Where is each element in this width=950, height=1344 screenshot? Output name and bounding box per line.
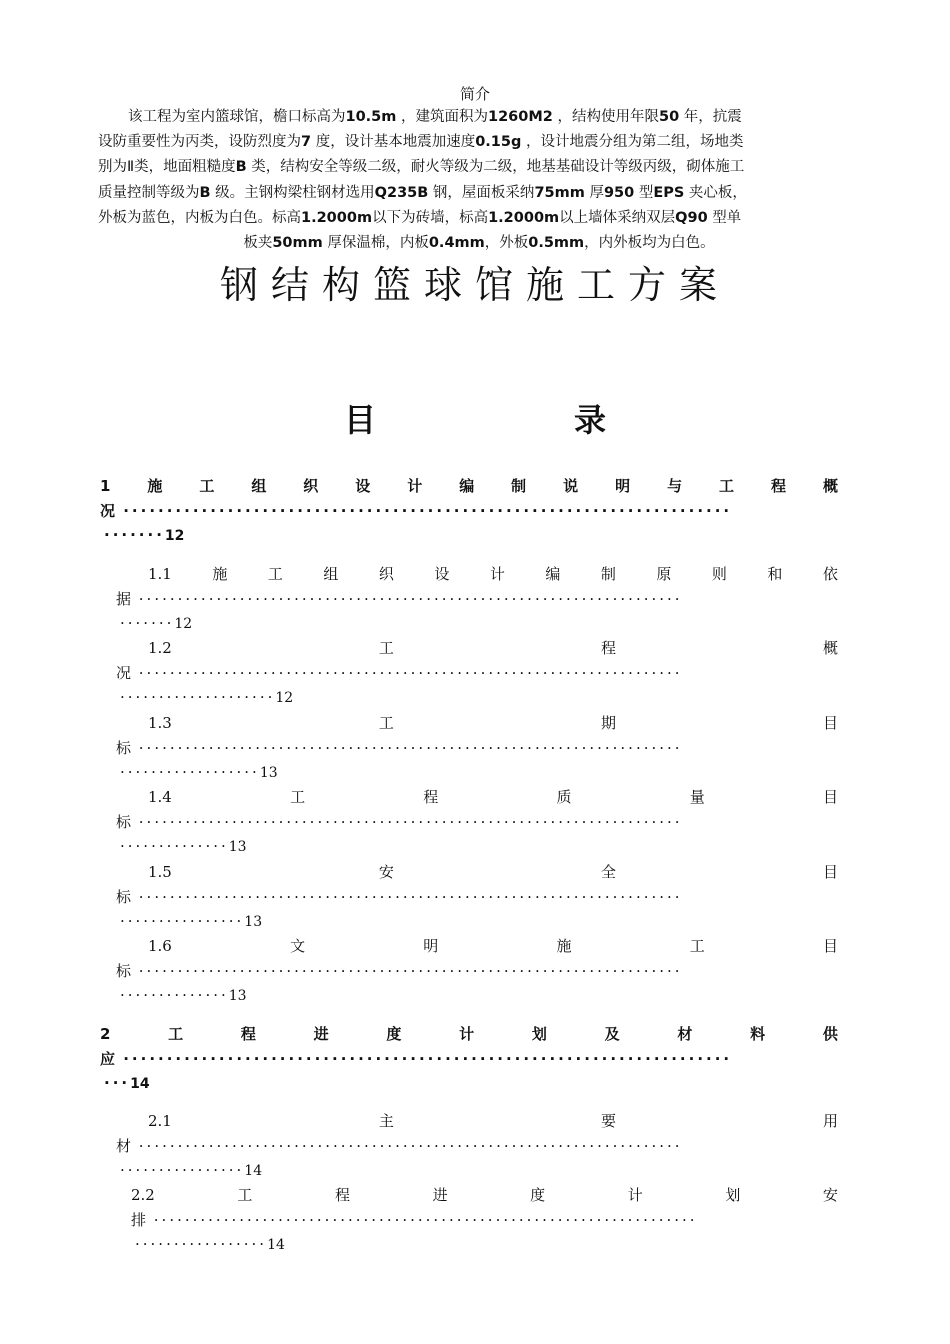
toc-entry[interactable] xyxy=(100,1022,838,1097)
toc-title-char: 则 xyxy=(711,565,727,583)
toc-number: 1.6 xyxy=(148,937,172,955)
toc-title-char: 标 xyxy=(116,812,132,831)
toc-leader-dots: ··· xyxy=(104,1074,131,1092)
toc-entry[interactable] xyxy=(100,860,838,935)
toc-entry[interactable] xyxy=(100,1183,838,1258)
toc-title-char: 明 xyxy=(615,477,631,495)
toc-heading xyxy=(344,395,606,441)
toc-number: 1.5 xyxy=(148,863,172,881)
toc-title-char: 用 xyxy=(822,1112,838,1130)
toc-title-char: 工 xyxy=(267,565,283,583)
intro-title: 简介 xyxy=(459,85,490,103)
toc-leader-dots: ·············· xyxy=(120,837,229,855)
toc-leader-dots: ······································································ xyxy=(146,1210,698,1229)
toc-leader-dots: ······································································ xyxy=(131,887,683,906)
toc-page-number: 12 xyxy=(164,528,185,544)
toc-title-char: 工 xyxy=(378,714,394,732)
toc-leader-dots: ················ xyxy=(120,1161,245,1179)
toc-title-char: 与 xyxy=(667,477,683,495)
toc-title-char: 施 xyxy=(212,565,228,583)
toc-page-number: 13 xyxy=(228,839,247,855)
toc-entry[interactable] xyxy=(100,934,838,1009)
toc-title-char: 料 xyxy=(750,1025,766,1043)
toc-title-char: 应 xyxy=(100,1049,116,1068)
toc-leader-dots: ······································································ xyxy=(131,812,683,831)
toc-leader-dots: ······· xyxy=(120,614,175,632)
toc-title-char: 施 xyxy=(556,937,572,955)
toc-number: 2 xyxy=(100,1025,111,1043)
toc-entry[interactable] xyxy=(100,562,838,637)
toc-number: 1.1 xyxy=(148,565,172,583)
toc-title-char: 进 xyxy=(313,1025,329,1043)
toc-title-char: 制 xyxy=(600,565,616,583)
toc-title-char: 原 xyxy=(656,565,672,583)
toc-heading-char: 录 xyxy=(573,401,606,439)
toc-title-char: 编 xyxy=(545,565,561,583)
toc-leader-dots: ················ xyxy=(120,912,245,930)
toc-title-char: 工 xyxy=(237,1186,253,1204)
toc-title-char: 划 xyxy=(725,1186,741,1204)
toc-leader-dots: ·············· xyxy=(120,986,229,1004)
toc-title-char: 设 xyxy=(355,477,371,495)
toc-leader-dots: ······································································ xyxy=(115,1049,733,1068)
toc-title-char: 安 xyxy=(822,1186,838,1204)
toc-entry[interactable] xyxy=(100,711,838,786)
toc-title-char: 材 xyxy=(677,1025,693,1043)
toc-number: 1 xyxy=(100,477,111,495)
toc-title-char: 明 xyxy=(423,937,439,955)
toc-title-char: 度 xyxy=(530,1186,546,1204)
toc-title-char: 度 xyxy=(386,1025,402,1043)
toc-title-char: 计 xyxy=(459,1025,475,1043)
toc-title-char: 排 xyxy=(131,1210,147,1229)
toc-title-char: 计 xyxy=(627,1186,643,1204)
toc-title-char: 程 xyxy=(335,1186,351,1204)
toc-title-char: 期 xyxy=(600,714,616,732)
toc-title-char: 程 xyxy=(240,1025,256,1043)
toc-leader-dots: ······································································ xyxy=(115,501,733,520)
toc-title-char: 及 xyxy=(604,1025,620,1043)
toc-title-char: 概 xyxy=(822,639,838,657)
toc-title-char: 编 xyxy=(459,477,475,495)
toc-title-char: 全 xyxy=(600,863,616,881)
toc-title-char: 材 xyxy=(116,1136,132,1155)
toc-number: 2.2 xyxy=(131,1186,155,1204)
toc-page-number: 13 xyxy=(259,765,278,781)
toc-title-char: 工 xyxy=(719,477,735,495)
toc-title-char: 标 xyxy=(116,961,132,980)
toc-title-char: 程 xyxy=(423,788,439,806)
toc-title-char: 工 xyxy=(290,788,306,806)
toc-page-number: 14 xyxy=(130,1076,150,1092)
intro-line: 该工程为室内篮球馆，檐口标高为10.5m ，建筑面积为1260M2 ，结构使用年限50 年，抗震 xyxy=(128,109,742,125)
toc-leader-dots: ·················· xyxy=(120,763,260,781)
toc-title-char: 标 xyxy=(116,887,132,906)
document-title: 钢结构篮球馆施工方案 xyxy=(219,263,730,307)
toc-title-char: 主 xyxy=(378,1112,394,1130)
intro-line: 质量控制等级为B 级。主钢构梁柱钢材选用Q235B 钢，屋面板采纳75mm 厚950 型EPS 夹心板， xyxy=(98,184,747,201)
toc-title-char: 况 xyxy=(100,501,116,520)
toc-title-char: 织 xyxy=(378,565,394,583)
toc-title-char: 依 xyxy=(822,565,838,583)
toc-title-char: 工 xyxy=(199,477,215,495)
intro-line: 外板为蓝色，内板为白色。标高1.2000m以下为砖墙，标高1.2000m以上墙体采纳双层Q90 型单 xyxy=(98,209,742,226)
toc-title-char: 目 xyxy=(822,937,838,955)
toc-leader-dots: ······································································ xyxy=(131,589,683,608)
toc-entry[interactable] xyxy=(100,474,838,549)
toc-title-char: 供 xyxy=(822,1025,838,1043)
toc-page-number: 13 xyxy=(244,914,263,930)
toc-title-char: 划 xyxy=(531,1025,547,1043)
toc-number: 1.3 xyxy=(148,714,172,732)
toc-page-number: 13 xyxy=(228,988,247,1004)
toc-leader-dots: ······································································ xyxy=(131,961,683,980)
toc-title-char: 要 xyxy=(600,1112,616,1130)
toc-title-char: 程 xyxy=(600,639,616,657)
toc-title-char: 目 xyxy=(822,714,838,732)
toc-title-char: 况 xyxy=(116,663,132,682)
toc-leader-dots: ···················· xyxy=(120,688,276,706)
toc-title-char: 目 xyxy=(822,788,838,806)
toc-title-char: 工 xyxy=(168,1025,184,1043)
toc-title-char: 计 xyxy=(489,565,505,583)
toc-title-char: 说 xyxy=(563,477,579,495)
intro-line: 板夹50mm 厚保温棉，内板0.4mm，外板0.5mm，内外板均为白色。 xyxy=(243,235,715,252)
toc-title-char: 量 xyxy=(689,788,705,806)
toc-leader-dots: ······· xyxy=(104,526,165,544)
toc-title-char: 目 xyxy=(822,863,838,881)
toc-leader-dots: ······································································ xyxy=(131,1136,683,1155)
toc-title-char: 工 xyxy=(378,639,394,657)
toc-heading-char: 目 xyxy=(344,401,377,439)
toc-number: 1.4 xyxy=(148,788,172,806)
toc-title-char: 据 xyxy=(116,589,132,608)
toc-page-number: 12 xyxy=(275,690,294,706)
toc-title-char: 织 xyxy=(303,477,319,495)
intro-line: 设防重要性为丙类，设防烈度为7 度，设计基本地震加速度0.15g ，设计地震分组为第二组，场地类 xyxy=(98,134,744,151)
toc-title-char: 概 xyxy=(822,477,838,495)
toc-page-number: 14 xyxy=(267,1237,285,1253)
toc-title-char: 制 xyxy=(511,477,527,495)
toc-number: 2.1 xyxy=(148,1112,172,1130)
intro-line: 别为Ⅱ类，地面粗糙度B 类，结构安全等级二级，耐火等级为二级，地基基础设计等级丙级，砌体施工 xyxy=(98,159,745,176)
toc-entry[interactable] xyxy=(100,785,838,860)
toc-title-char: 安 xyxy=(378,863,394,881)
toc-title-char: 组 xyxy=(251,477,267,495)
toc-title-char: 和 xyxy=(767,565,783,583)
toc-title-char: 文 xyxy=(290,937,306,955)
toc-title-char: 组 xyxy=(323,565,339,583)
intro-paragraph xyxy=(98,105,860,256)
toc-title-char: 程 xyxy=(771,477,787,495)
toc-title-char: 标 xyxy=(116,738,132,757)
toc-number: 1.2 xyxy=(148,639,172,657)
toc-title-char: 施 xyxy=(147,477,163,495)
toc-leader-dots: ················· xyxy=(135,1235,268,1253)
toc-title-char: 设 xyxy=(434,565,450,583)
toc-title-char: 质 xyxy=(556,788,572,806)
toc-title-char: 计 xyxy=(407,477,423,495)
toc-title-char: 工 xyxy=(689,937,705,955)
toc-entry[interactable] xyxy=(100,1109,838,1184)
toc-page-number: 12 xyxy=(174,616,193,632)
toc-leader-dots: ······································································ xyxy=(131,663,683,682)
toc-leader-dots: ······································································ xyxy=(131,738,683,757)
toc-entry[interactable] xyxy=(100,636,838,711)
toc-title-char: 进 xyxy=(432,1186,448,1204)
toc-page-number: 14 xyxy=(244,1163,263,1179)
